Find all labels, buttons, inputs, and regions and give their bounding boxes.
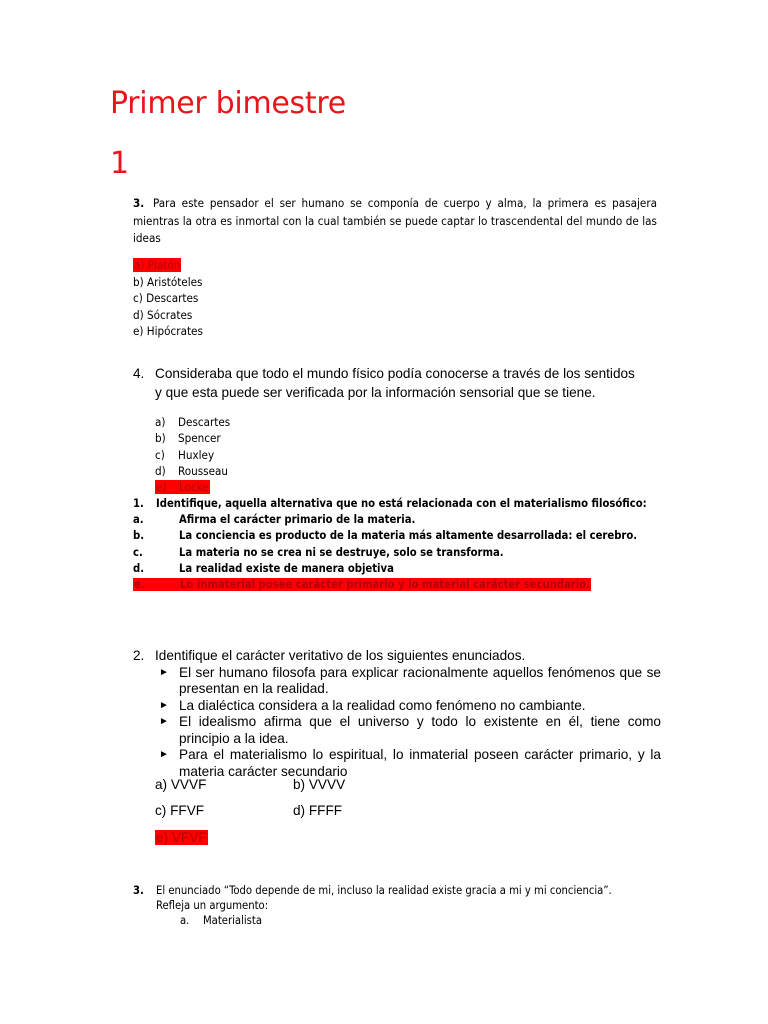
highlighted-answer xyxy=(155,480,210,494)
option-letter: e. xyxy=(134,578,145,592)
bullet-arrow-icon: ► xyxy=(159,699,169,711)
question-number: 1. xyxy=(133,497,144,510)
statement-text: El ser humano filosofa para explicar racionalmente aquellos fenómenos que se presentan en la realidad. xyxy=(179,664,661,696)
statement-1 xyxy=(133,665,661,698)
option-e[interactable]: e) Hipócrates xyxy=(133,324,203,339)
highlighted-answer xyxy=(133,578,591,591)
question-number: 3. xyxy=(133,196,145,210)
option-b[interactable] xyxy=(133,528,647,544)
option-b[interactable]: b) VVVV xyxy=(293,777,346,792)
question-text-line-1: El enunciado “Todo depende de mi, incluso la realidad existe gracia a mi y mi conciencia”. xyxy=(156,884,612,897)
question-text: Identifique, aquella alternativa que no está relacionada con el materialismo filosófico: xyxy=(156,497,647,510)
question-2 xyxy=(133,648,661,780)
bullet-arrow-icon: ► xyxy=(159,716,169,727)
option-e[interactable] xyxy=(155,479,230,495)
option-a[interactable] xyxy=(133,257,203,274)
question-3b-stem xyxy=(133,884,612,899)
question-3-options xyxy=(133,257,203,340)
option-c[interactable]: c) Descartes xyxy=(133,291,199,306)
option-text: La materia no se crea ni se destruye, solo se transforma. xyxy=(179,545,504,559)
option-text: Rousseau xyxy=(178,463,229,478)
option-a[interactable] xyxy=(133,512,647,528)
question-text: Identifique el carácter veritativo de los siguientes enunciados. xyxy=(155,648,526,663)
statement-text: Para el materialismo lo espiritual, lo inmaterial poseen carácter primario, y la materia carácter secundario xyxy=(179,747,661,779)
question-4-options xyxy=(155,414,230,495)
option-text: Materialista xyxy=(203,913,263,927)
question-number: 2. xyxy=(133,648,145,663)
option-d[interactable] xyxy=(133,561,647,577)
option-e[interactable] xyxy=(133,577,647,593)
question-2-stem xyxy=(133,648,661,665)
question-1-stem xyxy=(133,496,647,512)
option-text: La conciencia es producto de la materia más altamente desarrollada: el cerebro. xyxy=(179,529,638,543)
option-text: Spencer xyxy=(178,431,221,446)
option-letter: d) xyxy=(155,463,166,478)
statement-3 xyxy=(133,714,661,747)
option-letter: c. xyxy=(133,545,143,559)
option-letter: b) xyxy=(155,431,166,446)
option-letter: a. xyxy=(133,513,144,527)
option-text: Huxley xyxy=(178,447,215,462)
option-text: Lo inmaterial posee carácter primario y lo material carácter secundario. xyxy=(180,578,590,592)
question-4-stem xyxy=(133,364,673,402)
option-text: La realidad existe de manera objetiva xyxy=(179,561,394,575)
option-d[interactable]: d) Sócrates xyxy=(133,307,193,322)
option-b[interactable] xyxy=(155,430,230,446)
page-number: 1 xyxy=(110,146,130,181)
question-number: 4. xyxy=(133,366,145,381)
page-title: Primer bimestre xyxy=(110,86,346,121)
option-letter: b. xyxy=(133,529,145,543)
statement-4 xyxy=(133,747,661,780)
option-letter: d. xyxy=(133,561,145,575)
option-text: Afirma el carácter primario de la materia. xyxy=(179,513,416,527)
question-text-line-1: Consideraba que todo el mundo físico podía conocerse a través de los sentidos xyxy=(155,366,635,381)
question-3-stem xyxy=(133,195,657,248)
question-text: Para este pensador el ser humano se componía de cuerpo y alma, la primera es pasajera mientras la otra es inmortal con la cual también se puede captar lo trascendental del mundo de las ideas xyxy=(133,196,657,246)
option-letter: e) xyxy=(156,480,167,495)
statement-text: El idealismo afirma que el universo y todo lo existente en él, tiene como principio a la idea. xyxy=(179,714,661,746)
option-e[interactable]: e) VFVF xyxy=(156,830,207,845)
option-letter: c) xyxy=(155,447,165,462)
option-letter: a) xyxy=(155,415,166,429)
statement-text: La dialéctica considera a la realidad como fenómeno no cambiante. xyxy=(179,697,586,713)
option-b[interactable]: b) Aristóteles xyxy=(133,274,203,289)
bullet-arrow-icon: ► xyxy=(159,666,169,678)
option-a[interactable]: a) VVVF xyxy=(155,777,207,792)
statement-2 xyxy=(133,698,661,715)
option-c[interactable]: c) FFVF xyxy=(155,803,205,818)
bullet-arrow-icon: ► xyxy=(159,749,169,760)
question-text-line-2: Refleja un argumento: xyxy=(156,898,269,912)
option-c[interactable] xyxy=(155,447,230,463)
option-c[interactable] xyxy=(133,545,647,561)
option-text: Locke xyxy=(179,480,209,495)
question-3b xyxy=(133,884,612,928)
option-text: a) Platón xyxy=(134,258,181,272)
option-letter: a. xyxy=(180,913,190,927)
option-text: Descartes xyxy=(178,415,231,429)
question-1 xyxy=(133,496,647,593)
question-text-line-2: y que esta puede ser verificada por la información sensorial que se tiene. xyxy=(155,385,596,400)
option-a[interactable] xyxy=(155,414,230,430)
option-a[interactable] xyxy=(133,914,612,929)
option-d[interactable]: d) FFFF xyxy=(293,803,343,818)
option-d[interactable] xyxy=(155,463,230,479)
question-number: 3. xyxy=(133,884,144,897)
